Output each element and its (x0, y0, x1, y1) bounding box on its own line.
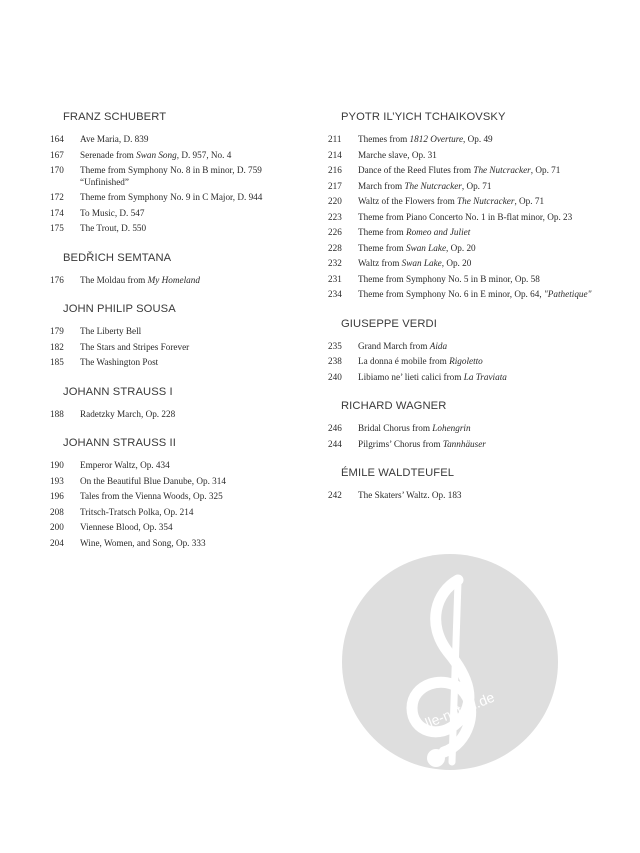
toc-entry[interactable] (50, 163, 312, 190)
title-part: The Moldau from (80, 274, 148, 285)
page-number: 226 (328, 227, 342, 237)
title-part: , Op. 49 (463, 134, 493, 144)
piece-title (358, 287, 598, 303)
title-part: Tritsch-Tratsch Polka, Op. 214 (80, 506, 194, 517)
title-italic-part: Swan Lake (401, 258, 442, 268)
toc-entry[interactable] (50, 324, 312, 340)
piece-title (80, 163, 312, 190)
title-italic-part: 1812 Overture (409, 134, 464, 144)
page-number: 217 (328, 180, 342, 191)
title-part: Tales from the Vienna Woods, Op. 325 (80, 491, 223, 501)
toc-entry[interactable] (328, 256, 598, 272)
page-number: 164 (50, 134, 64, 144)
title-part: The Trout, D. 550 (80, 223, 147, 233)
title-part: The Liberty Bell (80, 326, 142, 336)
title-part: Waltz from (358, 258, 402, 268)
piece-title (358, 339, 598, 355)
toc-entry[interactable] (50, 505, 312, 521)
composer-section (50, 251, 312, 289)
toc-entry[interactable] (50, 407, 312, 423)
piece-title (80, 505, 312, 521)
title-part: Ave Maria, D. 839 (80, 134, 149, 144)
page-number: 196 (50, 491, 64, 501)
piece-title (358, 437, 598, 453)
toc-left-column (50, 110, 312, 565)
title-part: , Op. 71 (461, 180, 492, 191)
piece-title (358, 148, 598, 164)
piece-title (358, 194, 598, 210)
composer-section (328, 110, 598, 303)
piece-title (80, 340, 312, 356)
watermark-text: alle-noten.de (415, 688, 497, 734)
piece-title (80, 536, 312, 552)
toc-entry[interactable] (328, 370, 598, 386)
toc-entry[interactable] (50, 273, 312, 289)
page-number: 200 (50, 522, 64, 532)
title-part: Theme from (358, 242, 406, 253)
piece-title (358, 210, 598, 226)
toc-entry[interactable] (50, 355, 312, 371)
piece-title (80, 190, 312, 206)
title-italic-part: Romeo and Juliet (405, 227, 471, 237)
page-number: 179 (50, 326, 64, 336)
page-number: 211 (328, 134, 342, 144)
composer-section (50, 436, 312, 551)
piece-title (358, 272, 598, 288)
toc-entry[interactable] (328, 132, 598, 148)
title-part: Pilgrims’ Chorus from (358, 438, 443, 449)
piece-title (80, 324, 312, 340)
composer-section (328, 399, 598, 452)
page-number: 232 (328, 258, 342, 268)
toc-entry[interactable] (328, 210, 598, 226)
treble-clef-watermark (340, 552, 560, 772)
toc-entry[interactable] (328, 437, 598, 453)
composer-heading: JOHANN STRAUSS I (63, 385, 173, 398)
piece-title (80, 132, 312, 148)
title-italic-part: Swan Lake (405, 242, 447, 253)
title-part: , D. 957, No. 4 (176, 149, 232, 160)
title-part: Marche slave, Op. 31 (358, 149, 437, 160)
toc-entry[interactable] (50, 221, 312, 237)
page-number: 190 (50, 460, 64, 470)
page-number: 188 (50, 408, 64, 419)
composer-section (328, 466, 598, 504)
composer-heading: GIUSEPPE VERDI (341, 317, 437, 330)
page-number: 242 (328, 490, 342, 500)
title-part: , Op. 71 (530, 165, 561, 175)
toc-entry[interactable] (328, 339, 598, 355)
toc-entry[interactable] (50, 489, 312, 505)
title-part: , Op. 20 (446, 242, 476, 253)
piece-title (358, 488, 598, 504)
piece-title (80, 206, 312, 222)
title-part: Theme from Symphony No. 8 in B minor, D. 759 “Unfinished” (80, 165, 262, 187)
page-number: 220 (328, 196, 342, 206)
piece-title (80, 520, 312, 536)
page-number: 216 (328, 165, 342, 175)
toc-entry[interactable] (50, 340, 312, 356)
title-part: Grand March from (358, 340, 430, 351)
page-number: 240 (328, 371, 342, 382)
page-number: 175 (50, 223, 64, 233)
title-part: Serenade from (80, 149, 137, 160)
toc-entry[interactable] (328, 241, 598, 257)
title-part: Theme from Symphony No. 9 in C Major, D. 944 (80, 192, 263, 202)
toc-right-column (328, 110, 598, 518)
piece-title (358, 132, 598, 148)
toc-entry[interactable] (50, 474, 312, 490)
composer-section (50, 302, 312, 371)
piece-title (80, 273, 312, 289)
toc-entry[interactable] (50, 148, 312, 164)
title-italic-part: The Nutcracker (457, 196, 515, 206)
toc-entry[interactable] (328, 354, 598, 370)
composer-section (50, 110, 312, 237)
toc-entry[interactable] (328, 148, 598, 164)
title-part: Viennese Blood, Op. 354 (80, 522, 173, 532)
title-italic-part: My Homeland (147, 274, 200, 285)
toc-entry[interactable] (50, 206, 312, 222)
piece-title (358, 421, 598, 437)
title-italic-part: The Nutcracker (404, 180, 462, 191)
piece-title (80, 474, 312, 490)
page-number: 244 (328, 438, 342, 449)
title-part: Waltz of the Flowers from (358, 196, 458, 206)
title-part: , Op. 20 (441, 258, 472, 268)
toc-entry[interactable] (50, 536, 312, 552)
toc-entry[interactable] (50, 458, 312, 474)
title-part: The Stars and Stripes Forever (80, 341, 190, 352)
page-number: 167 (50, 149, 64, 160)
composer-heading: BEDŘICH SEMTANA (63, 251, 172, 264)
page-number: 231 (328, 273, 342, 284)
title-part: March from (358, 180, 405, 191)
page-number: 235 (328, 340, 342, 351)
composer-heading: ÉMILE WALDTEUFEL (341, 467, 455, 479)
title-italic-part: Aida (429, 340, 448, 351)
toc-entry[interactable] (50, 520, 312, 536)
title-italic-part: Rigoletto (449, 356, 483, 366)
title-part: Wine, Women, and Song, Op. 333 (80, 537, 206, 548)
piece-title (358, 241, 598, 257)
page-number: 228 (328, 242, 342, 253)
piece-title (80, 355, 312, 371)
toc-entry[interactable] (328, 272, 598, 288)
title-part: , Op. 71 (514, 196, 545, 206)
title-part: To Music, D. 547 (80, 207, 145, 218)
piece-title (358, 370, 598, 386)
title-part: The Skaters’ Waltz. Op. 183 (358, 490, 462, 500)
page-number: 170 (50, 165, 64, 175)
piece-title (80, 458, 312, 474)
title-part: Theme from (358, 227, 406, 237)
page-number: 182 (50, 341, 64, 352)
toc-entry[interactable] (50, 132, 312, 148)
piece-title (358, 163, 598, 179)
toc-entry[interactable] (328, 179, 598, 195)
page-number: 193 (50, 475, 64, 486)
title-part: The Washington Post (80, 357, 159, 367)
piece-title (80, 148, 312, 164)
composer-heading: FRANZ SCHUBERT (63, 111, 167, 123)
page-number: 234 (328, 289, 342, 299)
title-part: Theme from Piano Concerto No. 1 in B-flat minor, Op. 23 (358, 211, 573, 222)
title-part: Radetzky March, Op. 228 (80, 408, 176, 419)
composer-section (50, 385, 312, 423)
page-number: 174 (50, 207, 64, 218)
page-number: 204 (50, 537, 64, 548)
page-number: 176 (50, 274, 64, 285)
page-number: 208 (50, 506, 64, 517)
piece-title (358, 354, 598, 370)
piece-title (358, 225, 598, 241)
title-part: La donna é mobile from (358, 356, 450, 366)
page-number: 238 (328, 356, 342, 366)
title-part: Theme from Symphony No. 5 in B minor, Op. 58 (358, 273, 540, 284)
composer-heading: JOHN PHILIP SOUSA (63, 303, 176, 315)
title-italic-part: Tannhäuser (442, 438, 486, 449)
composer-heading: RICHARD WAGNER (341, 400, 447, 412)
page-number: 214 (328, 149, 342, 160)
composer-section (328, 317, 598, 386)
toc-entry[interactable] (328, 488, 598, 504)
title-part: Dance of the Reed Flutes from (358, 165, 474, 175)
toc-entry[interactable] (328, 421, 598, 437)
title-part: Emperor Waltz, Op. 434 (80, 460, 170, 470)
piece-title (80, 489, 312, 505)
toc-entry[interactable] (328, 225, 598, 241)
composer-heading: PYOTR IL’YICH TCHAIKOVSKY (341, 111, 506, 123)
piece-title (358, 256, 598, 272)
composer-heading: JOHANN STRAUSS II (63, 437, 176, 449)
title-italic-part: Swan Song (136, 149, 177, 160)
piece-title (80, 407, 312, 423)
page-number: 185 (50, 357, 64, 367)
title-part: Theme from Symphony No. 6 in E minor, Op. 64, (358, 289, 544, 299)
piece-title (80, 221, 312, 237)
clef-dot (427, 749, 445, 767)
title-italic-part: Lohengrin (432, 423, 471, 433)
toc-entry[interactable] (328, 163, 598, 179)
title-italic-part: "Pathetique" (543, 289, 592, 299)
piece-title (358, 179, 598, 195)
toc-entry[interactable] (328, 194, 598, 210)
title-italic-part: The Nutcracker (473, 165, 531, 175)
toc-entry[interactable] (328, 287, 598, 303)
toc-entry[interactable] (50, 190, 312, 206)
title-italic-part: La Traviata (463, 371, 507, 382)
page-number: 172 (50, 192, 64, 202)
title-part: Libiamo ne’ lieti calici from (358, 371, 464, 382)
title-part: On the Beautiful Blue Danube, Op. 314 (80, 475, 226, 486)
page-number: 246 (328, 423, 342, 433)
page-number: 223 (328, 211, 342, 222)
title-part: Bridal Chorus from (358, 423, 433, 433)
title-part: Themes from (358, 134, 410, 144)
